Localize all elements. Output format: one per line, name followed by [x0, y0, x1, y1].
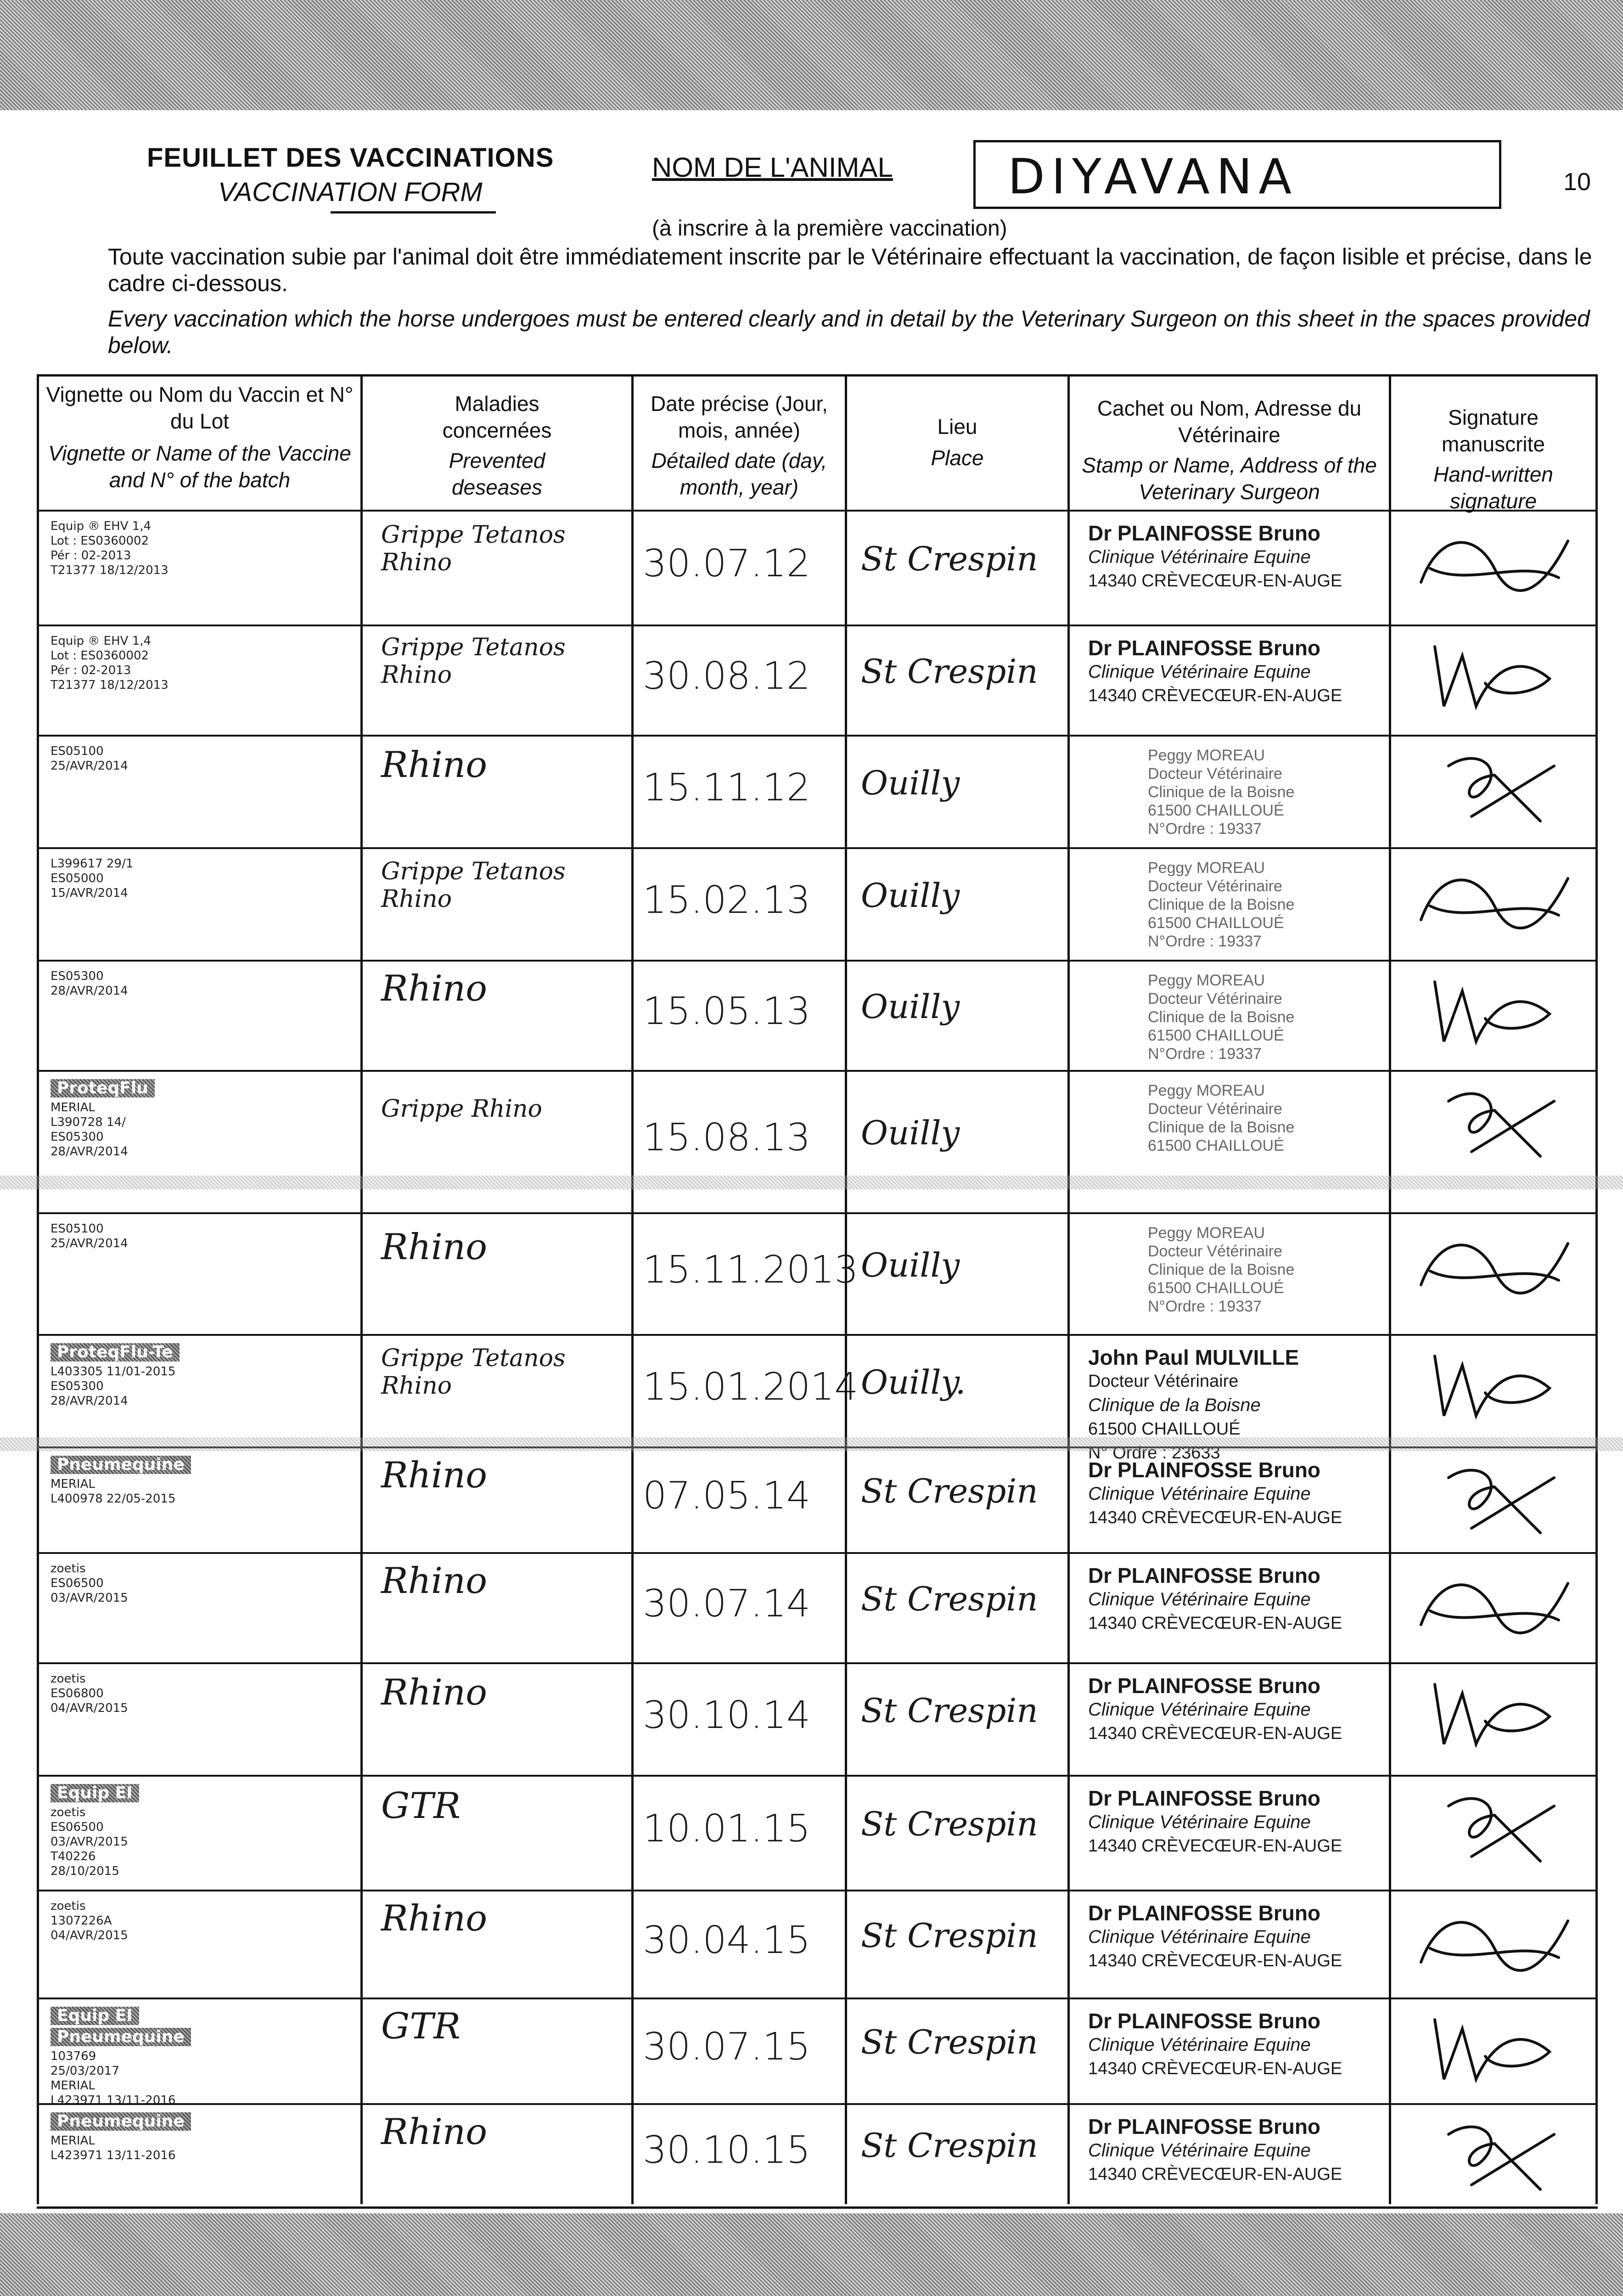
stamp-line: 14340 CRÈVECŒUR-EN-AUGE [1088, 571, 1342, 591]
stamp-line: Clinique Vétérinaire Equine [1088, 1812, 1311, 1832]
stamp-line: 14340 CRÈVECŒUR-EN-AUGE [1088, 1614, 1342, 1633]
vaccination-date: 15.08.13 [643, 1116, 811, 1159]
stamp-line: Docteur Vétérinaire [1148, 990, 1282, 1007]
table-border-left [37, 374, 39, 2204]
prevented-diseases: Rhino [381, 1226, 488, 1268]
row-divider [37, 735, 1598, 737]
handwritten-signature [1403, 1893, 1586, 1994]
column-header-diseases: Maladies concernées Prevented deseases [442, 392, 552, 499]
vignette-line: ES06500 [51, 1820, 104, 1834]
vaccination-place: St Crespin [861, 2023, 1038, 2061]
stamp-line: Dr PLAINFOSSE Bruno [1088, 2115, 1321, 2138]
stamp-line: Clinique de la Boisne [1148, 1119, 1295, 1136]
vaccine-vignette [51, 1343, 349, 1408]
stamp-line: 14340 CRÈVECŒUR-EN-AUGE [1088, 686, 1342, 705]
stamp-line: Dr PLAINFOSSE Bruno [1088, 1674, 1321, 1698]
stamp-line: Peggy MOREAU [1148, 859, 1265, 877]
prevented-diseases: Grippe Tetanos Rhino [381, 1344, 566, 1400]
prevented-diseases: Grippe Tetanos Rhino [381, 857, 566, 913]
handwritten-signature [1403, 1450, 1586, 1551]
stamp-line: N° Ordre : 23633 [1088, 1443, 1220, 1463]
vaccine-vignette [51, 969, 349, 998]
stamp-line: Clinique de la Boisne [1148, 896, 1295, 913]
vignette-line: L403305 11/01-2015 [51, 1365, 176, 1379]
stamp-line: Docteur Vétérinaire [1148, 878, 1282, 895]
handwritten-signature [1403, 628, 1586, 729]
stamp-line: N°Ordre : 19337 [1148, 820, 1262, 838]
vaccination-date: 10.01.15 [643, 1807, 811, 1851]
prevented-diseases: Rhino [381, 1455, 488, 1496]
vaccination-place: St Crespin [861, 1580, 1038, 1618]
handwritten-signature [1403, 1778, 1586, 1880]
stamp-line: Peggy MOREAU [1148, 747, 1265, 764]
vignette-line: zoetis [51, 1672, 86, 1686]
prevented-diseases: GTR [381, 1785, 461, 1827]
prevented-diseases: Rhino [381, 1898, 488, 1939]
stamp-line: 14340 CRÈVECŒUR-EN-AUGE [1088, 1951, 1342, 1970]
column-header-vaccine: Vignette ou Nom du Vaccin et N° du Lot Vignette or Name of the Vaccine and N° of the batch [46, 383, 354, 492]
veterinarian-stamp [1088, 1564, 1382, 1635]
vignette-line: Lot : ES0360002 [51, 649, 149, 663]
row-divider [37, 625, 1598, 626]
vignette-line: Pneumequine [51, 1456, 191, 1474]
vaccination-place: St Crespin [861, 1916, 1038, 1955]
vaccination-place: St Crespin [861, 2126, 1038, 2165]
handwritten-signature [1403, 1338, 1586, 1439]
vaccination-place: Ouilly [861, 987, 960, 1026]
stamp-line: 14340 CRÈVECŒUR-EN-AUGE [1088, 1836, 1342, 1856]
stamp-line: Dr PLAINFOSSE Bruno [1088, 1564, 1321, 1587]
stamp-line: Peggy MOREAU [1148, 1224, 1265, 1242]
vaccination-date: 07.05.14 [643, 1474, 811, 1518]
prevented-diseases: GTR [381, 2006, 461, 2047]
veterinarian-stamp [1148, 859, 1442, 951]
stamp-line: Docteur Vétérinaire [1148, 765, 1282, 782]
vignette-line: L390728 14/ [51, 1115, 126, 1129]
stamp-line: 14340 CRÈVECŒUR-EN-AUGE [1088, 2165, 1342, 2184]
veterinarian-stamp [1088, 1458, 1382, 1530]
vignette-line: 28/AVR/2014 [51, 1145, 128, 1159]
stamp-line: 14340 CRÈVECŒUR-EN-AUGE [1088, 1508, 1342, 1527]
scan-artifact-band [0, 1176, 1623, 1189]
vignette-line: L423971 13/11-2016 [51, 2093, 176, 2107]
row-divider [37, 2103, 1598, 2105]
stamp-line: N°Ordre : 19337 [1148, 1298, 1262, 1315]
column-header-place: Lieu Place [931, 415, 984, 470]
vaccination-date: 15.02.13 [643, 878, 811, 922]
veterinarian-stamp [1148, 1081, 1442, 1155]
vaccination-date: 30.07.15 [643, 2025, 811, 2069]
column-header-date: Date précise (Jour, mois, année) Détailed date (day, month, year) [650, 392, 828, 499]
handwritten-signature [1403, 1074, 1586, 1175]
vaccination-place: St Crespin [861, 652, 1038, 691]
vignette-line: 03/AVR/2015 [51, 1591, 128, 1605]
vaccine-vignette [51, 2112, 349, 2163]
stamp-line: Docteur Vétérinaire [1148, 1243, 1282, 1260]
vaccination-date: 30.10.14 [643, 1693, 811, 1737]
vaccine-vignette [51, 519, 349, 578]
stamp-line: 61500 CHAILLOUÉ [1088, 1419, 1241, 1439]
vaccination-date: 15.11.2013 [643, 1248, 859, 1292]
vignette-line: zoetis [51, 1806, 86, 1819]
handwritten-signature [1403, 513, 1586, 614]
vaccine-vignette [51, 744, 349, 773]
veterinarian-stamp [1088, 636, 1382, 708]
column-divider [1067, 374, 1070, 2204]
vaccination-place: St Crespin [861, 540, 1038, 578]
vignette-line: L399617 29/1 [51, 857, 134, 871]
row-divider [37, 847, 1598, 849]
vaccination-date: 30.08.12 [643, 654, 811, 698]
stamp-line: Docteur Vétérinaire [1148, 1100, 1282, 1118]
stamp-line: Clinique de la Boisne [1148, 1261, 1295, 1278]
prevented-diseases: Rhino [381, 968, 488, 1009]
vignette-line: Equip ® EHV 1,4 [51, 519, 152, 533]
vignette-line: Pneumequine [51, 2028, 191, 2046]
vaccination-place: St Crespin [861, 1805, 1038, 1843]
stamp-line: Clinique de la Boisne [1088, 1395, 1261, 1415]
prevented-diseases: Rhino [381, 2111, 488, 2153]
vignette-line: MERIAL [51, 2079, 95, 2093]
stamp-line: 14340 CRÈVECŒUR-EN-AUGE [1088, 1724, 1342, 1743]
stamp-line: 61500 CHAILLOUÉ [1148, 914, 1284, 932]
vignette-line: T21377 18/12/2013 [51, 678, 168, 692]
intro-english: Every vaccination which the horse undergoes must be entered clearly and in detail by the Veterinary Surgeon on this sheet in the spaces provided below. [108, 306, 1590, 358]
vignette-line: Pér : 02-2013 [51, 664, 131, 677]
vaccine-vignette [51, 1221, 349, 1251]
vaccine-vignette [51, 2007, 349, 2108]
vignette-line: Pneumequine [51, 2112, 191, 2131]
stamp-line: Clinique Vétérinaire Equine [1088, 662, 1311, 682]
vaccination-place: Ouilly [861, 763, 960, 802]
vignette-line: ES05000 [51, 872, 104, 885]
vaccine-vignette [51, 1899, 349, 1943]
handwritten-signature [1403, 1666, 1586, 1767]
vignette-line: 103769 [51, 2049, 96, 2063]
vaccine-vignette [51, 1561, 349, 1605]
row-divider [37, 1334, 1598, 1336]
vignette-line: MERIAL [51, 1101, 95, 1114]
stamp-line: Dr PLAINFOSSE Bruno [1088, 1901, 1321, 1925]
handwritten-signature [1403, 851, 1586, 952]
prevented-diseases: Grippe Tetanos Rhino [381, 521, 566, 576]
veterinarian-stamp [1088, 2115, 1382, 2186]
stamp-line: 61500 CHAILLOUÉ [1148, 1027, 1284, 1044]
vignette-line: T40226 [51, 1850, 96, 1863]
vignette-line: 04/AVR/2015 [51, 1701, 128, 1715]
stamp-line: Dr PLAINFOSSE Bruno [1088, 521, 1321, 545]
row-divider [37, 1212, 1598, 1214]
stamp-line: Dr PLAINFOSSE Bruno [1088, 1786, 1321, 1810]
prevented-diseases: Rhino [381, 744, 488, 786]
vaccination-place: Ouilly [861, 876, 960, 915]
vaccination-place: Ouilly [861, 1245, 960, 1284]
stamp-line: Dr PLAINFOSSE Bruno [1088, 2009, 1321, 2033]
stamp-line: Clinique Vétérinaire Equine [1088, 1484, 1311, 1504]
stamp-line: Peggy MOREAU [1148, 972, 1265, 989]
vignette-line: Pér : 02-2013 [51, 549, 131, 563]
vaccination-date: 15.05.13 [643, 990, 811, 1033]
vignette-line: ES05300 [51, 1379, 104, 1393]
scan-artifact-band [0, 1437, 1623, 1451]
vignette-line: 15/AVR/2014 [51, 886, 128, 900]
vignette-line: Lot : ES0360002 [51, 534, 149, 548]
vignette-line: zoetis [51, 1562, 86, 1576]
vignette-line: MERIAL [51, 2134, 95, 2148]
vignette-line: 04/AVR/2015 [51, 1929, 128, 1942]
vignette-line: ES05300 [51, 1130, 104, 1144]
vaccination-place: Ouilly. [861, 1362, 966, 1401]
row-divider [37, 1890, 1598, 1891]
veterinarian-stamp [1088, 1786, 1382, 1858]
column-header-signature: Signature manuscrite Hand-written signature [1433, 405, 1553, 513]
scan-top-band [0, 0, 1623, 110]
prevented-diseases: Grippe Tetanos Rhino [381, 634, 566, 689]
row-divider [37, 960, 1598, 962]
name-note: (à inscrire à la première vaccination) [652, 216, 1007, 241]
vignette-line: Equip EI [51, 2007, 139, 2025]
stamp-line: Clinique Vétérinaire Equine [1088, 1699, 1311, 1720]
vaccine-vignette [51, 634, 349, 692]
vaccination-date: 30.07.14 [643, 1582, 811, 1626]
handwritten-signature [1403, 963, 1586, 1064]
prevented-diseases: Rhino [381, 1560, 488, 1602]
veterinarian-stamp [1088, 2009, 1382, 2081]
animal-name-field: DIYAVANA [973, 140, 1501, 209]
column-divider [360, 374, 363, 2204]
vaccination-date: 30.07.12 [643, 542, 811, 585]
form-title: FEUILLET DES VACCINATIONS [147, 143, 554, 173]
handwritten-signature [1403, 738, 1586, 839]
stamp-line: Clinique Vétérinaire Equine [1088, 547, 1311, 567]
vignette-line: 03/AVR/2015 [51, 1835, 128, 1849]
stamp-line: Clinique de la Boisne [1148, 783, 1295, 801]
stamp-line: Docteur Vétérinaire [1088, 1372, 1239, 1391]
page-number: 10 [1563, 168, 1591, 196]
stamp-line: Dr PLAINFOSSE Bruno [1088, 1458, 1321, 1482]
vignette-line: 28/AVR/2014 [51, 1394, 128, 1408]
column-divider [631, 374, 634, 2204]
row-divider [37, 1775, 1598, 1777]
vignette-line: Equip EI [51, 1784, 139, 1802]
stamp-line: N°Ordre : 19337 [1148, 1045, 1262, 1063]
stamp-line: Clinique de la Boisne [1148, 1008, 1295, 1026]
stamp-line: Clinique Vétérinaire Equine [1088, 2140, 1311, 2161]
vignette-line: 1307226A [51, 1914, 112, 1928]
vignette-line: ProteqFlu-Te [51, 1343, 180, 1362]
veterinarian-stamp [1148, 1224, 1442, 1316]
vignette-line: 25/03/2017 [51, 2064, 119, 2078]
vaccination-place: St Crespin [861, 1691, 1038, 1730]
table-border-right [1595, 374, 1598, 2204]
prevented-diseases: Rhino [381, 1671, 488, 1713]
stamp-line: John Paul MULVILLE [1088, 1345, 1299, 1369]
form-title-english: VACCINATION FORM [218, 177, 483, 207]
vignette-line: 25/AVR/2014 [51, 1237, 128, 1250]
vaccine-vignette [51, 1784, 349, 1879]
row-divider [37, 510, 1598, 512]
veterinarian-stamp [1088, 521, 1382, 593]
animal-name-label: NOM DE L'ANIMAL [652, 152, 893, 183]
veterinarian-stamp [1088, 1674, 1382, 1745]
row-divider [37, 1998, 1598, 1999]
vignette-line: ES06500 [51, 1576, 104, 1590]
veterinarian-stamp [1088, 1901, 1382, 1973]
vignette-line: MERIAL [51, 1477, 95, 1491]
row-divider [37, 1070, 1598, 1072]
stamp-line: 61500 CHAILLOUÉ [1148, 1137, 1284, 1154]
stamp-line: Clinique Vétérinaire Equine [1088, 2035, 1311, 2055]
handwritten-signature [1403, 1556, 1586, 1657]
vaccination-date: 30.04.15 [643, 1918, 811, 1962]
vignette-line: zoetis [51, 1899, 86, 1913]
stamp-line: 14340 CRÈVECŒUR-EN-AUGE [1088, 2059, 1342, 2078]
stamp-line: Dr PLAINFOSSE Bruno [1088, 636, 1321, 660]
vignette-line: ES05100 [51, 744, 104, 758]
vignette-line: T21377 18/12/2013 [51, 563, 168, 577]
vaccination-place: St Crespin [861, 1472, 1038, 1510]
scan-bottom-band [0, 2213, 1623, 2296]
vignette-line: Equip ® EHV 1,4 [51, 634, 152, 648]
veterinarian-stamp [1148, 971, 1442, 1063]
stamp-line: Peggy MOREAU [1148, 1082, 1265, 1099]
column-header-veterinarian: Cachet ou Nom, Adresse du Vétérinaire Stamp or Name, Address of the Veterinary Surgeon [1082, 396, 1377, 504]
prevented-diseases: Grippe Rhino [381, 1095, 542, 1123]
intro-french: Toute vaccination subie par l'animal doit être immédiatement inscrite par le Vétérinaire effectuant la vaccination, de façon lisible et précise, dans le cadre ci-dessous. [108, 244, 1592, 296]
vignette-line: 25/AVR/2014 [51, 759, 128, 773]
vaccine-vignette [51, 1671, 349, 1716]
handwritten-signature [1403, 1216, 1586, 1317]
handwritten-signature [1403, 2107, 1586, 2203]
stamp-line: 61500 CHAILLOUÉ [1148, 1279, 1284, 1297]
stamp-line: Clinique Vétérinaire Equine [1088, 1927, 1311, 1947]
vignette-line: ES06800 [51, 1687, 104, 1700]
vignette-line: L423971 13/11-2016 [51, 2149, 176, 2162]
vaccine-vignette [51, 1079, 349, 1159]
stamp-line: 61500 CHAILLOUÉ [1148, 802, 1284, 819]
vignette-line: 28/10/2015 [51, 1864, 119, 1878]
vignette-line: L400978 22/05-2015 [51, 1492, 176, 1506]
vaccine-vignette [51, 856, 349, 900]
row-divider [37, 1552, 1598, 1554]
row-divider [37, 1662, 1598, 1664]
veterinarian-stamp [1148, 746, 1442, 838]
vignette-line: ProteqFlu [51, 1079, 155, 1097]
vaccination-date: 15.11.12 [643, 765, 811, 810]
vaccination-date: 30.10.15 [643, 2128, 811, 2172]
handwritten-signature [1403, 2001, 1586, 2102]
vignette-line: 28/AVR/2014 [51, 984, 128, 998]
stamp-line: Clinique Vétérinaire Equine [1088, 1589, 1311, 1609]
vignette-line: ES05300 [51, 969, 104, 983]
vaccine-vignette [51, 1456, 349, 1506]
vaccination-place: Ouilly [861, 1114, 960, 1152]
vignette-line: ES05100 [51, 1222, 104, 1236]
vaccination-date: 15.01.2014 [643, 1365, 859, 1409]
stamp-line: N°Ordre : 19337 [1148, 933, 1262, 950]
title-underline [331, 211, 496, 214]
